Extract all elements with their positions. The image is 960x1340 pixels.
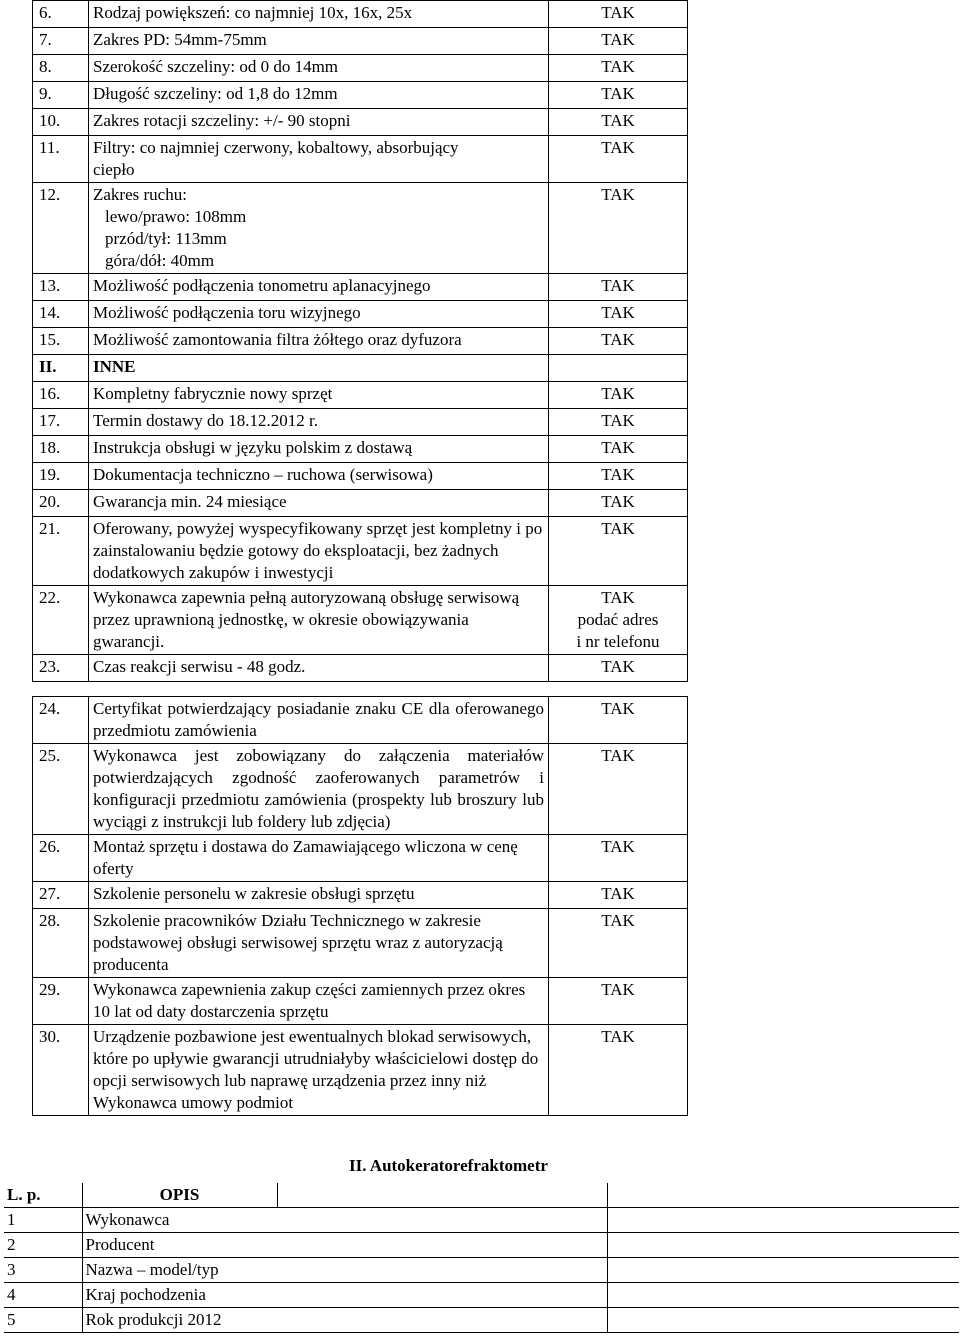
section-value: [549, 355, 688, 382]
row-description: Zakres rotacji szczeliny: +/- 90 stopni: [89, 109, 549, 136]
row-description: Szkolenie pracowników Działu Technicznego w zakresie podstawowej obsługi serwisowej sprzętu wraz z autoryzacją producenta: [89, 909, 549, 978]
section-number: II.: [33, 355, 89, 382]
row-description: Długość szczeliny: od 1,8 do 12mm: [89, 82, 549, 109]
row-description: Certyfikat potwierdzający posiadanie znaku CE dla oferowanego przedmiotu zamówienia: [89, 697, 549, 744]
row-number: 29.: [33, 978, 89, 1025]
row-description: Rodzaj powiększeń: co najmniej 10x, 16x, 25x: [89, 1, 549, 28]
row-value: TAK: [549, 697, 688, 744]
row-number: 4: [4, 1283, 82, 1308]
table-row: [33, 301, 688, 328]
table-row: [33, 655, 688, 682]
row-value: TAK: [549, 882, 688, 909]
row-number: 1: [4, 1208, 82, 1233]
table-row: [33, 744, 688, 835]
row-description: Kompletny fabrycznie nowy sprzęt: [89, 382, 549, 409]
header-opis: OPIS: [82, 1183, 277, 1208]
table-row: [33, 382, 688, 409]
row-description-line: góra/dół: 40mm: [105, 251, 215, 270]
table-row: [33, 328, 688, 355]
row-value: TAK: [549, 274, 688, 301]
header-lp: L. p.: [4, 1183, 82, 1208]
table-row: [33, 183, 688, 274]
row-value: TAK: [549, 136, 688, 183]
table-row: [4, 1208, 959, 1233]
table-row: [33, 517, 688, 586]
row-number: 16.: [33, 382, 89, 409]
row-value: TAK: [549, 655, 688, 682]
row-number: 25.: [33, 744, 89, 835]
table-row: [33, 909, 688, 978]
row-value: TAK: [549, 55, 688, 82]
row-value: TAK: [549, 82, 688, 109]
row-description: Gwarancja min. 24 miesiące: [89, 490, 549, 517]
row-value: TAK: [549, 463, 688, 490]
row-description: Szkolenie personelu w zakresie obsługi sprzętu: [89, 882, 549, 909]
row-number: 5: [4, 1308, 82, 1333]
row-number: 28.: [33, 909, 89, 978]
row-number: 18.: [33, 436, 89, 463]
row-number: 6.: [33, 1, 89, 28]
row-number: 7.: [33, 28, 89, 55]
row-number: 8.: [33, 55, 89, 82]
row-number: 11.: [33, 136, 89, 183]
table-row: [33, 1, 688, 28]
table-row: [33, 274, 688, 301]
row-description: Termin dostawy do 18.12.2012 r.: [89, 409, 549, 436]
row-description: Wykonawca zapewnia pełną autoryzowaną obsługę serwisową przez uprawnioną jednostkę, w okresie obowiązywania gwarancji.: [89, 586, 549, 655]
table-header-row: [4, 1183, 959, 1208]
table-row: [33, 978, 688, 1025]
spec-table: [32, 0, 688, 1116]
row-cell: [607, 1258, 959, 1283]
row-value-line: TAK: [601, 588, 635, 607]
table-row: [33, 1025, 688, 1116]
section-title: INNE: [89, 355, 549, 382]
row-number: 20.: [33, 490, 89, 517]
row-description: Oferowany, powyżej wyspecyfikowany sprzęt jest kompletny i po zainstalowaniu będzie gotowy do eksploatacji, bez żadnych dodatkowych zakupów i inwestycji: [89, 517, 549, 586]
header-empty: [607, 1183, 959, 1208]
row-cell: [607, 1283, 959, 1308]
row-value: TAK: [549, 28, 688, 55]
row-number: 17.: [33, 409, 89, 436]
row-number: 23.: [33, 655, 89, 682]
row-value-line: i nr telefonu: [576, 632, 660, 651]
row-description: Możliwość podłączenia toru wizyjnego: [89, 301, 549, 328]
row-description: [89, 136, 549, 183]
row-description: [89, 183, 549, 274]
row-cell: [277, 1283, 607, 1308]
row-value: TAK: [549, 517, 688, 586]
row-value: TAK: [549, 1, 688, 28]
table-row: [33, 409, 688, 436]
row-number: 22.: [33, 586, 89, 655]
row-value: TAK: [549, 978, 688, 1025]
row-value: TAK: [549, 436, 688, 463]
row-label: Kraj pochodzenia: [82, 1283, 277, 1308]
row-value: TAK: [549, 835, 688, 882]
table-row: [4, 1283, 959, 1308]
table-row: [33, 697, 688, 744]
row-value: [549, 586, 688, 655]
row-label: Rok produkcji 2012: [82, 1308, 277, 1333]
table-row: [33, 136, 688, 183]
row-value: TAK: [549, 409, 688, 436]
table-row: [33, 586, 688, 655]
row-value: TAK: [549, 328, 688, 355]
row-number: 26.: [33, 835, 89, 882]
table-row: [33, 436, 688, 463]
table-row: [33, 882, 688, 909]
row-description: Szerokość szczeliny: od 0 do 14mm: [89, 55, 549, 82]
row-value: TAK: [549, 909, 688, 978]
table-row: [33, 463, 688, 490]
row-description: Wykonawca jest zobowiązany do załączenia materiałów potwierdzających zgodność zaoferowanych parametrów i konfiguracji przedmiotu zamówienia (prospekty lub broszury lub wyciągi z instrukcji lub foldery lub zdjęcia): [89, 744, 549, 835]
row-label: Nazwa – model/typ: [82, 1258, 277, 1283]
row-number: 15.: [33, 328, 89, 355]
row-description: Czas reakcji serwisu - 48 godz.: [89, 655, 549, 682]
row-number: 24.: [33, 697, 89, 744]
row-description-line: Filtry: co najmniej czerwony, kobaltowy, absorbujący: [93, 138, 459, 157]
row-label: Wykonawca: [82, 1208, 277, 1233]
row-description: Wykonawca zapewnienia zakup części zamiennych przez okres 10 lat od daty dostarczenia sprzętu: [89, 978, 549, 1025]
row-number: 12.: [33, 183, 89, 274]
header-empty: [277, 1183, 607, 1208]
row-cell: [277, 1308, 607, 1333]
row-cell: [277, 1208, 607, 1233]
table-row: [33, 82, 688, 109]
row-value: TAK: [549, 1025, 688, 1116]
row-number: 10.: [33, 109, 89, 136]
row-value: TAK: [549, 490, 688, 517]
row-value: TAK: [549, 744, 688, 835]
table-row: [33, 109, 688, 136]
row-number: 21.: [33, 517, 89, 586]
table-row: [33, 835, 688, 882]
offer-table: [4, 1183, 959, 1333]
section-heading: II. Autokeratorefraktometr: [349, 1156, 548, 1175]
row-cell: [607, 1233, 959, 1258]
row-cell: [277, 1233, 607, 1258]
row-description-line: ciepło: [93, 160, 135, 179]
row-cell: [607, 1208, 959, 1233]
table-row: [4, 1308, 959, 1333]
row-label: Producent: [82, 1233, 277, 1258]
row-value: TAK: [549, 301, 688, 328]
row-value-line: podać adres: [577, 610, 659, 629]
row-value: TAK: [549, 183, 688, 274]
row-description: Montaż sprzętu i dostawa do Zamawiającego wliczona w cenę oferty: [89, 835, 549, 882]
table-row: [33, 490, 688, 517]
row-description: Urządzenie pozbawione jest ewentualnych blokad serwisowych, które po upływie gwarancji utrudniałyby właścicielowi dostęp do opcji serwisowych lub naprawę urządzenia przez inny niż Wykonawca umowy podmiot: [89, 1025, 549, 1116]
table-row: [4, 1258, 959, 1283]
section-row: [33, 355, 688, 382]
row-cell: [277, 1258, 607, 1283]
table-row: [4, 1233, 959, 1258]
row-number: 3: [4, 1258, 82, 1283]
row-spacer: [33, 682, 688, 697]
row-number: 19.: [33, 463, 89, 490]
row-description-line: przód/tył: 113mm: [105, 229, 227, 248]
row-number: 13.: [33, 274, 89, 301]
table-row: [33, 55, 688, 82]
row-cell: [607, 1308, 959, 1333]
row-number: 14.: [33, 301, 89, 328]
row-description: Dokumentacja techniczno – ruchowa (serwisowa): [89, 463, 549, 490]
row-description-line: Zakres ruchu:: [93, 185, 187, 204]
row-number: 2: [4, 1233, 82, 1258]
row-number: 27.: [33, 882, 89, 909]
row-description-line: lewo/prawo: 108mm: [105, 207, 247, 226]
row-number: 30.: [33, 1025, 89, 1116]
row-value: TAK: [549, 382, 688, 409]
row-description: Możliwość zamontowania filtra żółtego oraz dyfuzora: [89, 328, 549, 355]
row-description: Zakres PD: 54mm-75mm: [89, 28, 549, 55]
row-description: Instrukcja obsługi w języku polskim z dostawą: [89, 436, 549, 463]
row-value: TAK: [549, 109, 688, 136]
row-description: Możliwość podłączenia tonometru aplanacyjnego: [89, 274, 549, 301]
row-number: 9.: [33, 82, 89, 109]
table-row: [33, 28, 688, 55]
